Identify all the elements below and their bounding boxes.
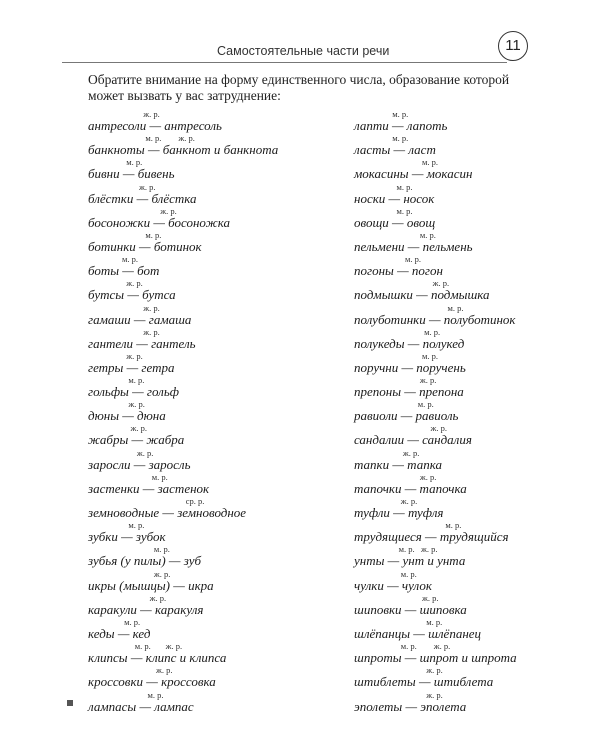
gender-marks: м. р. <box>88 254 139 265</box>
gender-marks: м. р. <box>88 616 141 627</box>
gender-marks: м. р. ж. р. <box>354 641 451 652</box>
gender-marks: ж. р. <box>88 350 143 361</box>
gender-marks: м. р. <box>88 689 164 700</box>
plural-singular-pair: погоны — погон <box>354 263 443 279</box>
gender-marks: м. р. <box>354 254 422 265</box>
word-pair-entry <box>88 255 338 279</box>
gender-marks: м. р. <box>354 350 439 361</box>
plural-singular-pair: зубья (у пилы) — зуб <box>88 553 202 569</box>
word-pair-entry <box>88 545 338 569</box>
word-pair-entry <box>88 352 338 376</box>
gender-marks: ср. р. <box>88 496 205 506</box>
gender-marks: м. р. <box>354 520 462 531</box>
plural-singular-pair: препоны — препона <box>354 384 464 400</box>
gender-marks: м. р. <box>354 399 434 410</box>
gender-marks: м. р. <box>354 616 443 627</box>
plural-singular-pair: носки — носок <box>354 190 435 206</box>
gender-marks: ж. р. <box>354 471 437 482</box>
plural-singular-pair: туфли — туфля <box>354 505 444 520</box>
word-pair-entry <box>354 304 600 328</box>
gender-marks: ж. р. <box>88 326 160 337</box>
word-pair-entry <box>354 207 600 231</box>
gender-marks: м. р. <box>354 181 413 192</box>
gender-marks: ж. р. <box>88 278 143 289</box>
word-pair-entry <box>88 618 338 642</box>
gender-marks: м. р. <box>88 157 143 168</box>
plural-singular-pair: тапочки — тапочка <box>354 480 467 496</box>
plural-singular-pair: эполеты — эполета <box>354 698 467 714</box>
word-pair-entry <box>354 352 600 376</box>
plural-singular-pair: равиоли — равиоль <box>354 408 459 424</box>
plural-singular-pair: овощи — овощ <box>354 214 436 230</box>
gender-marks: ж. р. <box>354 447 420 458</box>
plural-singular-pair: блёстки — блёстка <box>88 190 197 206</box>
plural-singular-pair: заросли — заросль <box>88 456 191 472</box>
word-pair-entry <box>354 618 600 642</box>
gender-marks: м. р. <box>88 375 145 386</box>
gender-marks: ж. р. <box>88 205 177 216</box>
word-pair-entry <box>88 400 338 424</box>
word-pair-entry <box>354 570 600 594</box>
gender-marks: м. р. ж. р. <box>88 641 183 652</box>
plural-singular-pair: лапти — лапоть <box>354 118 448 133</box>
plural-singular-pair: шпроты — шпрот и шпрота <box>354 650 517 666</box>
gender-marks: ж. р. <box>354 592 439 603</box>
plural-singular-pair: сандалии — сандалия <box>354 432 472 448</box>
gender-marks: ж. р. <box>354 496 418 506</box>
plural-singular-pair: кеды — кед <box>88 625 151 641</box>
plural-singular-pair: ботинки — ботинок <box>88 238 202 254</box>
word-pair-entry <box>354 183 600 207</box>
plural-singular-pair: дюны — дюна <box>88 408 166 424</box>
running-title: Самостоятельные части речи <box>217 44 390 58</box>
word-pair-entry <box>88 594 338 618</box>
gender-marks: м. р. <box>88 544 170 555</box>
plural-singular-pair: бутсы — бутса <box>88 287 176 303</box>
plural-singular-pair: икры (мышцы) — икра <box>88 577 214 593</box>
plural-singular-pair: антресоли — антресоль <box>88 118 222 133</box>
gender-marks: ж. р. <box>88 109 160 119</box>
plural-singular-pair: земноводные — земноводное <box>88 505 247 520</box>
word-pair-entry <box>88 304 338 328</box>
gender-marks: ж. р. <box>88 568 171 579</box>
gender-marks: ж. р. <box>88 181 156 192</box>
word-pair-entry <box>354 231 600 255</box>
plural-singular-pair: шиповки — шиповка <box>354 601 467 617</box>
plural-singular-pair: гамаши — гамаша <box>88 311 192 327</box>
word-pair-entry <box>354 400 600 424</box>
word-pair-entry <box>354 424 600 448</box>
plural-singular-pair: банкноты — банкнот и банкнота <box>88 142 279 158</box>
gender-marks: м. р. <box>88 520 145 531</box>
gender-marks: м. р. <box>88 229 162 240</box>
word-pair-entry <box>354 521 600 545</box>
gender-marks: м. р. <box>354 229 436 240</box>
word-pair-entry <box>354 642 600 666</box>
word-pair-entry <box>354 497 600 521</box>
word-pair-entry <box>88 110 338 134</box>
gender-marks: ж. р. <box>88 302 160 313</box>
word-pair-entry <box>88 497 338 521</box>
plural-singular-pair: пельмени — пельмень <box>354 238 473 254</box>
plural-singular-pair: каракули — каракуля <box>88 601 204 617</box>
right-word-column <box>354 110 600 715</box>
gender-marks: м. р. <box>88 471 168 482</box>
plural-singular-pair: зубки — зубок <box>88 529 166 545</box>
word-pair-entry <box>354 158 600 182</box>
word-pair-entry <box>88 158 338 182</box>
gender-marks: ж. р. <box>354 423 447 434</box>
plural-singular-pair: кроссовки — кроссовка <box>88 674 216 690</box>
word-pair-entry <box>354 449 600 473</box>
page-header <box>62 34 522 64</box>
plural-singular-pair: ласты — ласт <box>354 142 436 158</box>
word-pair-entry <box>354 376 600 400</box>
margin-square-marker <box>67 700 73 706</box>
gender-marks: м. р. ж. р. <box>354 544 438 555</box>
word-pair-entry <box>88 691 338 715</box>
word-pair-entry <box>88 183 338 207</box>
word-pair-entry <box>354 545 600 569</box>
plural-singular-pair: гольфы — гольф <box>88 384 179 400</box>
gender-marks: м. р. <box>354 157 439 168</box>
gender-marks: м. р. <box>354 326 441 337</box>
gender-marks: ж. р. <box>354 665 443 676</box>
plural-singular-pair: трудящиеся — трудящийся <box>354 529 509 545</box>
gender-marks: ж. р. <box>354 689 443 700</box>
page-number-badge: 11 <box>498 31 528 61</box>
gender-marks: ж. р. <box>88 665 173 676</box>
word-pair-entry <box>88 328 338 352</box>
gender-marks: ж. р. <box>354 278 450 289</box>
gender-marks: ж. р. <box>88 423 147 434</box>
word-pair-entry <box>88 473 338 497</box>
plural-singular-pair: подмышки — подмышка <box>354 287 490 303</box>
plural-singular-pair: боты — бот <box>88 263 160 279</box>
plural-singular-pair: мокасины — мокасин <box>354 166 473 182</box>
gender-marks: м. р. <box>354 205 413 216</box>
plural-singular-pair: босоножки — босоножка <box>88 214 230 230</box>
word-pair-entry <box>88 666 338 690</box>
plural-singular-pair: клипсы — клипс и клипса <box>88 650 227 666</box>
plural-singular-pair: гантели — гантель <box>88 335 196 351</box>
word-pair-entry <box>88 642 338 666</box>
plural-singular-pair: поручни — поручень <box>354 359 466 375</box>
plural-singular-pair: шлёпанцы — шлёпанец <box>354 625 482 641</box>
word-pair-entry <box>88 570 338 594</box>
gender-marks: ж. р. <box>88 399 145 410</box>
plural-singular-pair: тапки — тапка <box>354 456 442 472</box>
word-pair-entry <box>354 691 600 715</box>
plural-singular-pair: застенки — застенок <box>88 480 210 496</box>
gender-marks: ж. р. <box>354 375 437 386</box>
plural-singular-pair: лампасы — лампас <box>88 698 194 714</box>
plural-singular-pair: полукеды — полукед <box>354 335 465 351</box>
gender-marks: м. р. <box>354 302 464 313</box>
word-pair-entry <box>88 279 338 303</box>
plural-singular-pair: чулки — чулок <box>354 577 432 593</box>
word-pair-entry <box>354 594 600 618</box>
gender-marks: ж. р. <box>88 447 154 458</box>
word-pair-entry <box>354 110 600 134</box>
word-pair-entry <box>88 207 338 231</box>
word-pair-entry <box>88 521 338 545</box>
gender-marks: м. р. <box>354 568 417 579</box>
plural-singular-pair: бивни — бивень <box>88 166 175 182</box>
word-pair-entry <box>88 424 338 448</box>
gender-marks: м. р. <box>354 133 409 144</box>
word-pair-entry <box>354 473 600 497</box>
word-pair-entry <box>354 328 600 352</box>
gender-marks: м. р. ж. р. <box>88 133 195 144</box>
left-word-column <box>88 110 338 715</box>
word-pair-entry <box>88 449 338 473</box>
header-rule <box>62 62 507 63</box>
word-pair-entry <box>88 376 338 400</box>
word-pair-entry <box>354 255 600 279</box>
word-pair-entry <box>88 231 338 255</box>
plural-singular-pair: жабры — жабра <box>88 432 185 448</box>
gender-marks: м. р. <box>354 109 409 119</box>
word-pair-entry <box>354 279 600 303</box>
gender-marks: ж. р. <box>88 592 167 603</box>
word-pair-entry <box>88 134 338 158</box>
plural-singular-pair: полуботинки — полуботинок <box>354 311 516 327</box>
word-pair-entry <box>354 666 600 690</box>
plural-singular-pair: гетры — гетра <box>88 359 175 375</box>
plural-singular-pair: унты — унт и унта <box>354 553 466 569</box>
plural-singular-pair: штиблеты — штиблета <box>354 674 494 690</box>
word-pair-entry <box>354 134 600 158</box>
intro-paragraph: Обратите внимание на форму единственного числа, образование которой может вызвать у вас затруднение: <box>88 72 510 103</box>
